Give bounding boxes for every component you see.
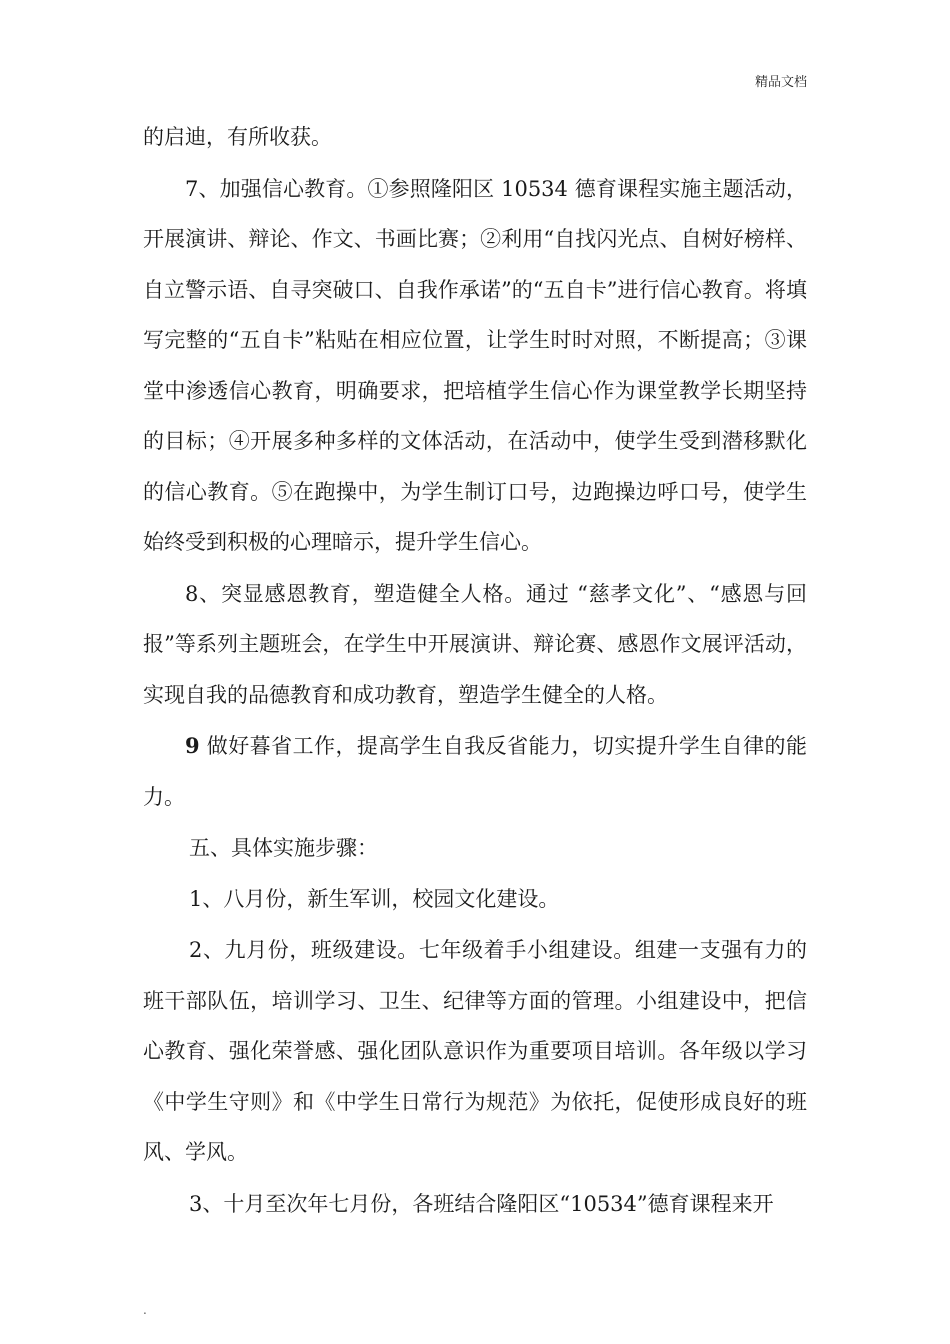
page-header-label: 精品文档 <box>754 75 807 90</box>
paragraph-item-9 <box>143 721 807 822</box>
paragraph-item-7: 7、加强信心教育。①参照隆阳区 10534 德育课程实施主题活动，开展演讲、辩论、作文、书画比赛；②利用“自找闪光点、自树好榜样、自立警示语、自寻突破口、自我作承诺”的“五自卡”进行信心教育。将填写完整的“五自卡”粘贴在相应位置，让学生时时对照，不断提高；③课堂中渗透信心教育，明确要求，把培植学生信心作为课堂教学长期坚持的目标；④开展多种多样的文体活动，在活动中，使学生受到潜移默化的信心教育。⑤在跑操中，为学生制订口号，边跑操边呼口号，使学生始终受到积极的心理暗示，提升学生信心。 <box>143 176 807 554</box>
step-item-3: 3、十月至次年七月份，各班结合隆阳区“10534”德育课程来开 <box>189 1191 774 1216</box>
section-heading-steps: 五、具体实施步骤： <box>189 836 378 860</box>
step-item-2: 2、九月份，班级建设。七年级着手小组建设。组建一支强有力的班干部队伍，培训学习、卫生、纪律等方面的管理。小组建设中，把信心教育、强化荣誉感、强化团队意识作为重要项目培训。各年级以学习《中学生守则》和《中学生日常行为规范》为依托，促使形成良好的班风、学风。 <box>143 938 807 1164</box>
document-body <box>143 112 807 1229</box>
item-text: 做好暮省工作，提高学生自我反省能力，切实提升学生自律的能力。 <box>143 734 807 809</box>
page-footer-mark: . <box>143 1303 147 1317</box>
item-number: 9 <box>185 733 200 758</box>
paragraph-continuation: 的启迪，有所收获。 <box>143 125 332 149</box>
paragraph-item-8: 8、突显感恩教育，塑造健全人格。通过 “慈孝文化”、“感恩与回报”等系列主题班会，在学生中开展演讲、辩论赛、感恩作文展评活动，实现自我的品德教育和成功教育，塑造学生健全的人格。 <box>143 581 807 707</box>
step-item-1: 1、八月份，新生军训，校园文化建设。 <box>189 886 560 911</box>
